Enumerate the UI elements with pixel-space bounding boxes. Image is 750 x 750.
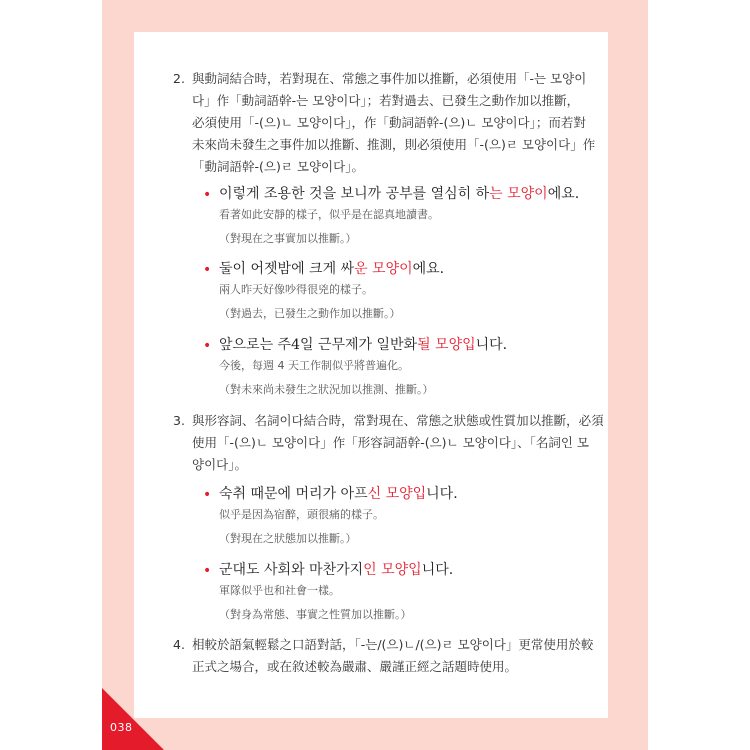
chinese-translation: 看著如此安靜的樣子，似乎是在認真地讀書。: [219, 208, 439, 221]
point-line: 與動詞結合時，若對現在、常態之事件加以推斷，必須使用「-는 모양이: [192, 71, 587, 86]
point-number: 4.: [173, 637, 185, 652]
grammar-highlight: 인 모양입: [363, 562, 422, 578]
usage-note: （對現在之狀態加以推斷。）: [219, 532, 357, 545]
bullet-icon: •: [203, 487, 212, 503]
korean-sentence: 둘이 어젯밤에 크게 싸운 모양이에요.: [219, 261, 445, 277]
korean-sentence: 앞으로는 주4일 근무제가 일반화될 모양입니다.: [219, 337, 508, 353]
point-3: [173, 410, 604, 476]
korean-sentence: 군대도 사회와 마찬가지인 모양입니다.: [219, 562, 454, 578]
example-sentence: [205, 335, 600, 399]
point-line: 與形容詞、名詞이다結合時，常對現在、常態之狀態或性質加以推斷，必須: [192, 413, 604, 428]
usage-note: （對未來尚未發生之狀況加以推測、推斷。）: [219, 383, 434, 396]
example-sentence: [205, 560, 600, 624]
point-text: [192, 68, 596, 178]
point-text: [192, 634, 594, 678]
chinese-translation: 今後，每週 4 天工作制似乎將普遍化。: [219, 359, 409, 372]
usage-note: （對過去，已發生之動作加以推斷。）: [219, 307, 401, 320]
point-number: 3.: [173, 413, 185, 428]
korean-sentence: 숙취 때문에 머리가 아프신 모양입니다.: [219, 486, 458, 502]
page-number: 038: [110, 721, 133, 734]
usage-note: （對現在之事實加以推斷。）: [219, 232, 357, 245]
point-line: 다」作「動詞語幹-는 모양이다」；若對過去、已發生之動作加以推斷，: [192, 93, 580, 108]
bullet-icon: •: [203, 262, 212, 278]
point-2: [173, 68, 596, 178]
example-sentence: [205, 259, 600, 323]
point-number: 2.: [173, 71, 185, 86]
bullet-icon: •: [203, 338, 212, 354]
korean-sentence: 이렇게 조용한 것을 보니까 공부를 열심히 하는 모양이에요.: [219, 186, 580, 202]
point-line: 양이다」。: [192, 457, 247, 472]
grammar-highlight: 는 모양이: [489, 186, 548, 202]
point-text: [192, 410, 604, 476]
point-line: 使用「-(으)ㄴ 모양이다」作「形容詞語幹-(으)ㄴ 모양이다」、「名詞인 모: [192, 435, 589, 450]
grammar-highlight: 될 모양입: [417, 337, 476, 353]
point-line: 未來尚未發生之事件加以推斷、推測，則必須使用「-(으)ㄹ 모양이다」作: [192, 137, 596, 152]
point-line: 「動詞語幹-(으)ㄹ 모양이다」。: [192, 159, 364, 174]
point-line: 必須使用「-(으)ㄴ 모양이다」，作「動詞語幹-(으)ㄴ 모양이다」；而若對: [192, 115, 586, 130]
bullet-icon: •: [203, 563, 212, 579]
chinese-translation: 似乎是因為宿醉，頭很痛的樣子。: [219, 508, 384, 521]
bullet-icon: •: [203, 187, 212, 203]
chinese-translation: 軍隊似乎也和社會一樣。: [219, 584, 340, 597]
chinese-translation: 兩人昨天好像吵得很兇的樣子。: [219, 283, 373, 296]
point-line: 相較於語氣輕鬆之口語對話，「-는/(으)ㄴ/(으)ㄹ 모양이다」更常使用於較: [192, 637, 594, 652]
example-sentence: [205, 184, 600, 248]
example-sentence: [205, 484, 600, 548]
grammar-highlight: 운 모양이: [354, 261, 413, 277]
usage-note: （對身為常態、事實之性質加以推斷。）: [219, 608, 412, 621]
point-4: [173, 634, 594, 678]
point-line: 正式之場合，或在敘述較為嚴肅、嚴謹正經之話題時使用。: [192, 659, 518, 674]
grammar-highlight: 신 모양입: [367, 486, 427, 502]
